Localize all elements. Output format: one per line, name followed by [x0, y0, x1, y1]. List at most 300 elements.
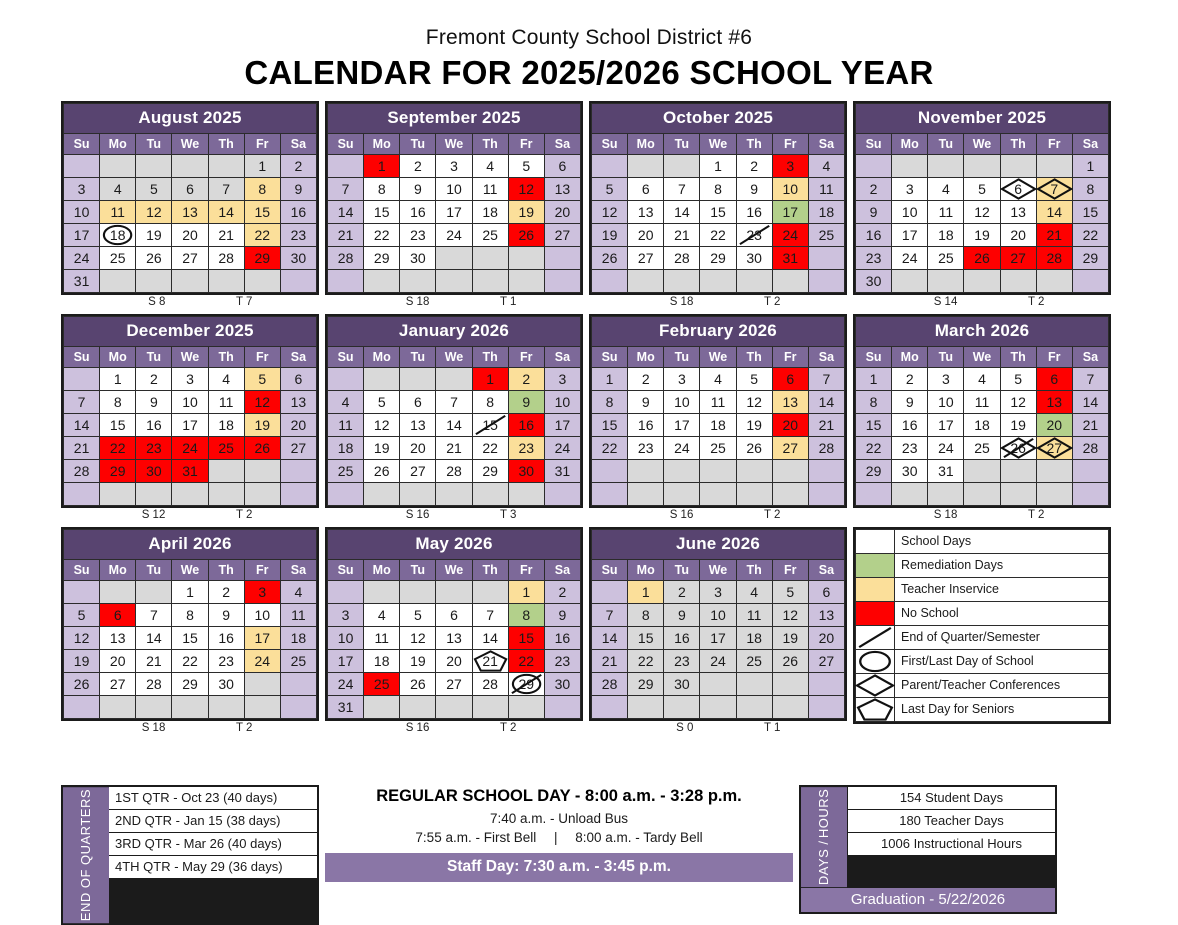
day-cell[interactable] [172, 224, 207, 246]
day-cell[interactable] [328, 201, 363, 223]
day-cell[interactable] [856, 178, 891, 200]
day-cell[interactable] [136, 460, 171, 482]
day-cell[interactable] [545, 650, 580, 672]
day-cell[interactable] [364, 460, 399, 482]
day-cell[interactable] [809, 247, 844, 269]
day-cell[interactable] [64, 224, 99, 246]
day-cell[interactable] [737, 247, 772, 269]
day-cell[interactable] [209, 673, 244, 695]
day-cell[interactable] [400, 696, 435, 718]
day-cell[interactable] [1001, 437, 1036, 459]
day-cell[interactable] [664, 627, 699, 649]
day-cell[interactable] [773, 460, 808, 482]
day-cell[interactable] [592, 437, 627, 459]
day-cell[interactable] [773, 627, 808, 649]
day-cell[interactable] [209, 414, 244, 436]
day-cell[interactable] [856, 270, 891, 292]
day-cell[interactable] [628, 224, 663, 246]
day-cell[interactable] [100, 270, 135, 292]
day-cell[interactable] [364, 673, 399, 695]
day-cell[interactable] [1001, 178, 1036, 200]
day-cell[interactable] [400, 201, 435, 223]
day-cell[interactable] [100, 437, 135, 459]
day-cell[interactable] [328, 155, 363, 177]
day-cell[interactable] [364, 696, 399, 718]
day-cell[interactable] [473, 627, 508, 649]
day-cell[interactable] [364, 201, 399, 223]
day-cell[interactable] [509, 201, 544, 223]
day-cell[interactable] [1037, 201, 1072, 223]
day-cell[interactable] [172, 696, 207, 718]
day-cell[interactable] [592, 673, 627, 695]
day-cell[interactable] [545, 368, 580, 390]
day-cell[interactable] [281, 460, 316, 482]
day-cell[interactable] [892, 224, 927, 246]
day-cell[interactable] [1073, 224, 1108, 246]
day-cell[interactable] [172, 247, 207, 269]
day-cell[interactable] [209, 604, 244, 626]
day-cell[interactable] [209, 368, 244, 390]
day-cell[interactable] [664, 270, 699, 292]
day-cell[interactable] [473, 604, 508, 626]
day-cell[interactable] [809, 201, 844, 223]
day-cell[interactable] [928, 224, 963, 246]
day-cell[interactable] [1001, 224, 1036, 246]
day-cell[interactable] [245, 483, 280, 505]
day-cell[interactable] [328, 414, 363, 436]
day-cell[interactable] [545, 224, 580, 246]
day-cell[interactable] [64, 437, 99, 459]
day-cell[interactable] [136, 224, 171, 246]
day-cell[interactable] [328, 391, 363, 413]
day-cell[interactable] [64, 368, 99, 390]
day-cell[interactable] [364, 437, 399, 459]
day-cell[interactable] [928, 437, 963, 459]
day-cell[interactable] [809, 391, 844, 413]
day-cell[interactable] [209, 155, 244, 177]
day-cell[interactable] [172, 391, 207, 413]
day-cell[interactable] [400, 155, 435, 177]
day-cell[interactable] [281, 696, 316, 718]
day-cell[interactable] [245, 696, 280, 718]
day-cell[interactable] [328, 483, 363, 505]
day-cell[interactable] [209, 270, 244, 292]
day-cell[interactable] [509, 483, 544, 505]
day-cell[interactable] [209, 581, 244, 603]
day-cell[interactable] [737, 178, 772, 200]
day-cell[interactable] [400, 673, 435, 695]
day-cell[interactable] [209, 650, 244, 672]
day-cell[interactable] [245, 627, 280, 649]
day-cell[interactable] [172, 627, 207, 649]
day-cell[interactable] [100, 414, 135, 436]
day-cell[interactable] [473, 224, 508, 246]
day-cell[interactable] [1001, 460, 1036, 482]
day-cell[interactable] [209, 483, 244, 505]
day-cell[interactable] [1001, 414, 1036, 436]
day-cell[interactable] [136, 483, 171, 505]
day-cell[interactable] [400, 178, 435, 200]
day-cell[interactable] [809, 650, 844, 672]
day-cell[interactable] [364, 224, 399, 246]
day-cell[interactable] [628, 155, 663, 177]
day-cell[interactable] [964, 247, 999, 269]
day-cell[interactable] [136, 437, 171, 459]
day-cell[interactable] [773, 368, 808, 390]
day-cell[interactable] [1001, 247, 1036, 269]
day-cell[interactable] [964, 414, 999, 436]
day-cell[interactable] [664, 201, 699, 223]
day-cell[interactable] [509, 460, 544, 482]
day-cell[interactable] [400, 627, 435, 649]
day-cell[interactable] [328, 368, 363, 390]
day-cell[interactable] [592, 414, 627, 436]
day-cell[interactable] [172, 178, 207, 200]
day-cell[interactable] [545, 270, 580, 292]
day-cell[interactable] [545, 178, 580, 200]
day-cell[interactable] [436, 391, 471, 413]
day-cell[interactable] [136, 673, 171, 695]
day-cell[interactable] [664, 178, 699, 200]
day-cell[interactable] [100, 650, 135, 672]
day-cell[interactable] [509, 391, 544, 413]
day-cell[interactable] [700, 414, 735, 436]
day-cell[interactable] [545, 581, 580, 603]
day-cell[interactable] [1037, 414, 1072, 436]
day-cell[interactable] [436, 673, 471, 695]
day-cell[interactable] [964, 391, 999, 413]
day-cell[interactable] [136, 391, 171, 413]
day-cell[interactable] [100, 581, 135, 603]
day-cell[interactable] [400, 224, 435, 246]
day-cell[interactable] [809, 460, 844, 482]
day-cell[interactable] [700, 270, 735, 292]
day-cell[interactable] [172, 581, 207, 603]
day-cell[interactable] [100, 673, 135, 695]
day-cell[interactable] [700, 460, 735, 482]
day-cell[interactable] [209, 224, 244, 246]
day-cell[interactable] [400, 460, 435, 482]
day-cell[interactable] [509, 155, 544, 177]
day-cell[interactable] [281, 224, 316, 246]
day-cell[interactable] [664, 581, 699, 603]
day-cell[interactable] [100, 224, 135, 246]
day-cell[interactable] [136, 604, 171, 626]
day-cell[interactable] [400, 437, 435, 459]
day-cell[interactable] [64, 178, 99, 200]
day-cell[interactable] [628, 581, 663, 603]
day-cell[interactable] [1073, 368, 1108, 390]
day-cell[interactable] [856, 437, 891, 459]
day-cell[interactable] [737, 604, 772, 626]
day-cell[interactable] [64, 650, 99, 672]
day-cell[interactable] [628, 696, 663, 718]
day-cell[interactable] [509, 178, 544, 200]
day-cell[interactable] [509, 650, 544, 672]
day-cell[interactable] [364, 604, 399, 626]
day-cell[interactable] [64, 391, 99, 413]
day-cell[interactable] [100, 627, 135, 649]
day-cell[interactable] [928, 391, 963, 413]
day-cell[interactable] [1073, 437, 1108, 459]
day-cell[interactable] [1037, 368, 1072, 390]
day-cell[interactable] [64, 673, 99, 695]
day-cell[interactable] [364, 391, 399, 413]
day-cell[interactable] [436, 437, 471, 459]
day-cell[interactable] [364, 155, 399, 177]
day-cell[interactable] [473, 270, 508, 292]
day-cell[interactable] [737, 368, 772, 390]
day-cell[interactable] [136, 178, 171, 200]
day-cell[interactable] [892, 368, 927, 390]
day-cell[interactable] [892, 247, 927, 269]
day-cell[interactable] [809, 581, 844, 603]
day-cell[interactable] [400, 483, 435, 505]
day-cell[interactable] [628, 483, 663, 505]
day-cell[interactable] [100, 483, 135, 505]
day-cell[interactable] [1037, 460, 1072, 482]
day-cell[interactable] [700, 581, 735, 603]
day-cell[interactable] [928, 178, 963, 200]
day-cell[interactable] [1073, 460, 1108, 482]
day-cell[interactable] [892, 270, 927, 292]
day-cell[interactable] [509, 247, 544, 269]
day-cell[interactable] [809, 437, 844, 459]
day-cell[interactable] [592, 581, 627, 603]
day-cell[interactable] [281, 201, 316, 223]
day-cell[interactable] [100, 368, 135, 390]
day-cell[interactable] [1073, 270, 1108, 292]
day-cell[interactable] [856, 414, 891, 436]
day-cell[interactable] [509, 581, 544, 603]
day-cell[interactable] [773, 483, 808, 505]
day-cell[interactable] [737, 696, 772, 718]
day-cell[interactable] [664, 391, 699, 413]
day-cell[interactable] [364, 627, 399, 649]
day-cell[interactable] [509, 696, 544, 718]
day-cell[interactable] [773, 437, 808, 459]
day-cell[interactable] [892, 460, 927, 482]
day-cell[interactable] [700, 178, 735, 200]
day-cell[interactable] [281, 673, 316, 695]
day-cell[interactable] [100, 460, 135, 482]
day-cell[interactable] [809, 178, 844, 200]
day-cell[interactable] [245, 391, 280, 413]
day-cell[interactable] [172, 201, 207, 223]
day-cell[interactable] [592, 460, 627, 482]
day-cell[interactable] [737, 414, 772, 436]
day-cell[interactable] [592, 483, 627, 505]
day-cell[interactable] [473, 391, 508, 413]
day-cell[interactable] [892, 437, 927, 459]
day-cell[interactable] [328, 437, 363, 459]
day-cell[interactable] [628, 270, 663, 292]
day-cell[interactable] [664, 224, 699, 246]
day-cell[interactable] [281, 414, 316, 436]
day-cell[interactable] [664, 673, 699, 695]
day-cell[interactable] [400, 247, 435, 269]
day-cell[interactable] [592, 178, 627, 200]
day-cell[interactable] [64, 414, 99, 436]
day-cell[interactable] [809, 224, 844, 246]
day-cell[interactable] [245, 673, 280, 695]
day-cell[interactable] [436, 414, 471, 436]
day-cell[interactable] [172, 155, 207, 177]
day-cell[interactable] [628, 437, 663, 459]
day-cell[interactable] [245, 414, 280, 436]
day-cell[interactable] [245, 247, 280, 269]
day-cell[interactable] [664, 460, 699, 482]
day-cell[interactable] [1037, 178, 1072, 200]
day-cell[interactable] [664, 155, 699, 177]
day-cell[interactable] [136, 627, 171, 649]
day-cell[interactable] [245, 368, 280, 390]
day-cell[interactable] [628, 201, 663, 223]
day-cell[interactable] [1037, 155, 1072, 177]
day-cell[interactable] [737, 460, 772, 482]
day-cell[interactable] [245, 460, 280, 482]
day-cell[interactable] [773, 155, 808, 177]
day-cell[interactable] [281, 247, 316, 269]
day-cell[interactable] [892, 178, 927, 200]
day-cell[interactable] [473, 368, 508, 390]
day-cell[interactable] [64, 627, 99, 649]
day-cell[interactable] [592, 368, 627, 390]
day-cell[interactable] [400, 650, 435, 672]
day-cell[interactable] [809, 696, 844, 718]
day-cell[interactable] [592, 201, 627, 223]
day-cell[interactable] [700, 201, 735, 223]
day-cell[interactable] [737, 627, 772, 649]
day-cell[interactable] [928, 368, 963, 390]
day-cell[interactable] [592, 224, 627, 246]
day-cell[interactable] [281, 368, 316, 390]
day-cell[interactable] [737, 224, 772, 246]
day-cell[interactable] [628, 178, 663, 200]
day-cell[interactable] [473, 696, 508, 718]
day-cell[interactable] [628, 673, 663, 695]
day-cell[interactable] [509, 437, 544, 459]
day-cell[interactable] [1073, 391, 1108, 413]
day-cell[interactable] [328, 581, 363, 603]
day-cell[interactable] [964, 270, 999, 292]
day-cell[interactable] [773, 696, 808, 718]
day-cell[interactable] [473, 437, 508, 459]
day-cell[interactable] [928, 155, 963, 177]
day-cell[interactable] [136, 201, 171, 223]
day-cell[interactable] [773, 414, 808, 436]
day-cell[interactable] [245, 224, 280, 246]
day-cell[interactable] [136, 581, 171, 603]
day-cell[interactable] [328, 178, 363, 200]
day-cell[interactable] [100, 696, 135, 718]
day-cell[interactable] [892, 155, 927, 177]
day-cell[interactable] [545, 201, 580, 223]
day-cell[interactable] [892, 414, 927, 436]
day-cell[interactable] [328, 696, 363, 718]
day-cell[interactable] [545, 155, 580, 177]
day-cell[interactable] [856, 201, 891, 223]
day-cell[interactable] [281, 483, 316, 505]
day-cell[interactable] [509, 368, 544, 390]
day-cell[interactable] [100, 247, 135, 269]
day-cell[interactable] [1001, 270, 1036, 292]
day-cell[interactable] [892, 201, 927, 223]
day-cell[interactable] [245, 270, 280, 292]
day-cell[interactable] [592, 650, 627, 672]
day-cell[interactable] [545, 391, 580, 413]
day-cell[interactable] [136, 270, 171, 292]
day-cell[interactable] [364, 247, 399, 269]
day-cell[interactable] [281, 627, 316, 649]
day-cell[interactable] [209, 201, 244, 223]
day-cell[interactable] [1073, 483, 1108, 505]
day-cell[interactable] [509, 627, 544, 649]
day-cell[interactable] [400, 604, 435, 626]
day-cell[interactable] [281, 391, 316, 413]
day-cell[interactable] [700, 650, 735, 672]
day-cell[interactable] [700, 604, 735, 626]
day-cell[interactable] [1037, 247, 1072, 269]
day-cell[interactable] [100, 201, 135, 223]
day-cell[interactable] [100, 391, 135, 413]
day-cell[interactable] [1073, 414, 1108, 436]
day-cell[interactable] [64, 155, 99, 177]
day-cell[interactable] [700, 483, 735, 505]
day-cell[interactable] [64, 460, 99, 482]
day-cell[interactable] [136, 368, 171, 390]
day-cell[interactable] [209, 696, 244, 718]
day-cell[interactable] [436, 155, 471, 177]
day-cell[interactable] [64, 483, 99, 505]
day-cell[interactable] [436, 270, 471, 292]
day-cell[interactable] [856, 483, 891, 505]
day-cell[interactable] [928, 483, 963, 505]
day-cell[interactable] [400, 270, 435, 292]
day-cell[interactable] [592, 696, 627, 718]
day-cell[interactable] [592, 627, 627, 649]
day-cell[interactable] [773, 247, 808, 269]
day-cell[interactable] [64, 201, 99, 223]
day-cell[interactable] [856, 391, 891, 413]
day-cell[interactable] [700, 627, 735, 649]
day-cell[interactable] [328, 270, 363, 292]
day-cell[interactable] [473, 201, 508, 223]
day-cell[interactable] [281, 581, 316, 603]
day-cell[interactable] [700, 368, 735, 390]
day-cell[interactable] [856, 155, 891, 177]
day-cell[interactable] [172, 437, 207, 459]
day-cell[interactable] [628, 604, 663, 626]
day-cell[interactable] [700, 247, 735, 269]
day-cell[interactable] [964, 178, 999, 200]
day-cell[interactable] [473, 483, 508, 505]
day-cell[interactable] [545, 437, 580, 459]
day-cell[interactable] [928, 270, 963, 292]
day-cell[interactable] [592, 604, 627, 626]
day-cell[interactable] [737, 391, 772, 413]
day-cell[interactable] [436, 650, 471, 672]
day-cell[interactable] [473, 673, 508, 695]
day-cell[interactable] [436, 460, 471, 482]
day-cell[interactable] [628, 460, 663, 482]
day-cell[interactable] [328, 460, 363, 482]
day-cell[interactable] [773, 391, 808, 413]
day-cell[interactable] [928, 460, 963, 482]
day-cell[interactable] [964, 437, 999, 459]
day-cell[interactable] [328, 627, 363, 649]
day-cell[interactable] [1001, 155, 1036, 177]
